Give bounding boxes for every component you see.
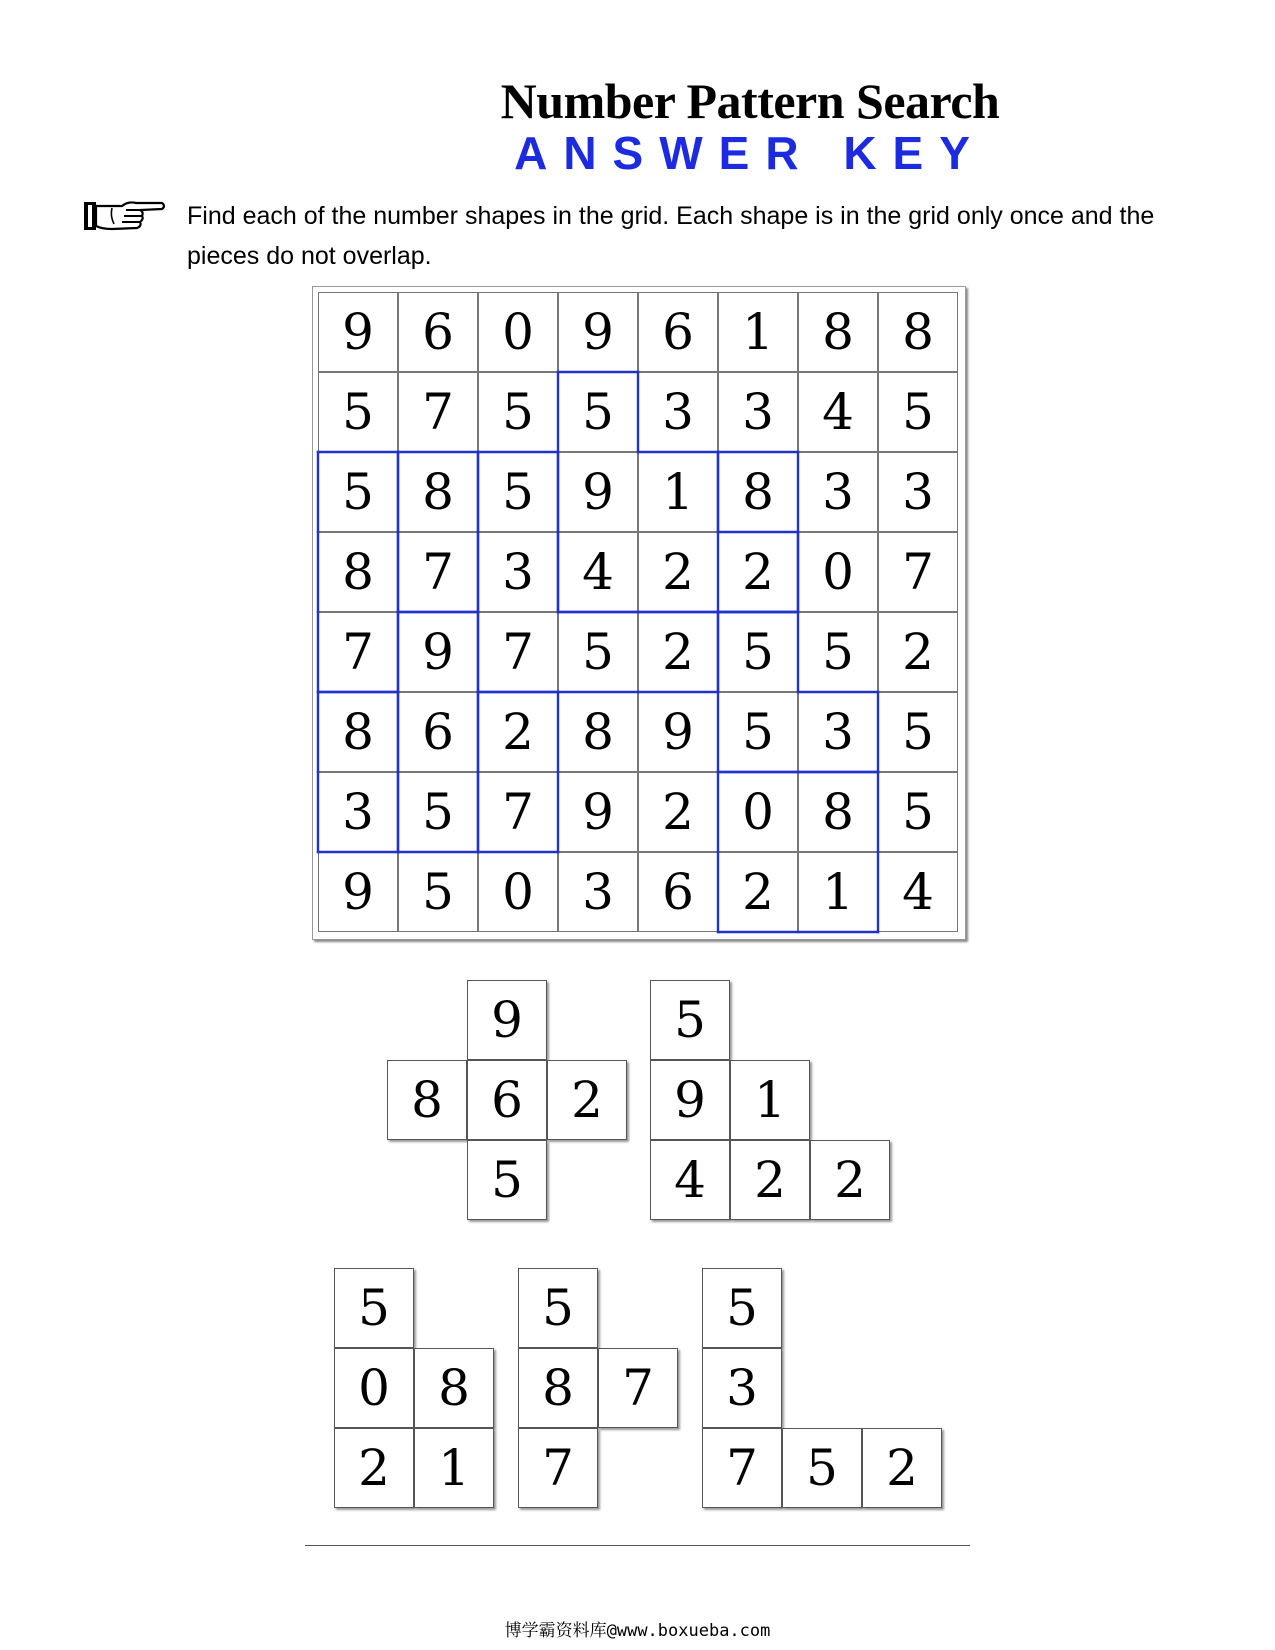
grid-cell: 7: [318, 612, 398, 692]
piece-cell: 2: [730, 1140, 810, 1220]
grid-cell: 3: [318, 772, 398, 852]
grid-cell: 1: [718, 292, 798, 372]
grid-cell: 5: [878, 772, 958, 852]
grid-cell: 2: [878, 612, 958, 692]
grid-cell: 0: [798, 532, 878, 612]
grid-cell: 9: [558, 772, 638, 852]
grid-cell: 9: [318, 852, 398, 932]
grid-cell: 6: [638, 852, 718, 932]
grid-cell: 9: [558, 452, 638, 532]
piece-cell: 7: [518, 1428, 598, 1508]
piece-cell: 5: [467, 1140, 547, 1220]
grid-cell: 8: [318, 532, 398, 612]
grid-cell: 7: [398, 372, 478, 452]
piece-cell: 7: [702, 1428, 782, 1508]
grid-cell: 8: [318, 692, 398, 772]
grid-cell: 5: [798, 612, 878, 692]
bottom-divider: [305, 1545, 970, 1546]
grid-cell: 5: [478, 372, 558, 452]
grid-cell: 3: [638, 372, 718, 452]
grid-cell: 7: [478, 772, 558, 852]
grid-cell: 9: [638, 692, 718, 772]
grid-cell: 5: [318, 452, 398, 532]
grid-cell: 2: [718, 852, 798, 932]
grid-cell: 5: [718, 612, 798, 692]
piece-cell: 4: [650, 1140, 730, 1220]
piece-cell: 0: [334, 1348, 414, 1428]
grid-cell: 4: [798, 372, 878, 452]
grid-cell: 3: [718, 372, 798, 452]
grid-cell: 5: [878, 692, 958, 772]
piece-cell: 5: [334, 1268, 414, 1348]
grid-cell: 6: [398, 292, 478, 372]
grid-cell: 5: [558, 372, 638, 452]
piece-cell: 6: [467, 1060, 547, 1140]
grid-cell: 5: [478, 452, 558, 532]
piece-cell: 2: [862, 1428, 942, 1508]
grid-cell: 8: [718, 452, 798, 532]
answer-region-outline: [398, 612, 478, 852]
piece-cell: 8: [387, 1060, 467, 1140]
grid-cell: 8: [798, 772, 878, 852]
piece-cell: 8: [518, 1348, 598, 1428]
grid-cell: 8: [878, 292, 958, 372]
grid-cell: 6: [398, 692, 478, 772]
piece-cell: 5: [518, 1268, 598, 1348]
piece-cell: 9: [650, 1060, 730, 1140]
grid-cell: 8: [398, 452, 478, 532]
grid-cell: 0: [478, 292, 558, 372]
grid-cell: 3: [558, 852, 638, 932]
answer-region-outline: [718, 772, 878, 932]
grid-cell: 5: [318, 372, 398, 452]
answer-region-outline: [478, 452, 718, 692]
grid-cell: 3: [478, 532, 558, 612]
answer-region-outline: [558, 372, 798, 612]
grid-cell: 8: [798, 292, 878, 372]
grid-cell: 4: [878, 852, 958, 932]
piece-cell: 5: [650, 980, 730, 1060]
grid-cell: 2: [478, 692, 558, 772]
grid-cell: 3: [798, 692, 878, 772]
piece-cell: 7: [598, 1348, 678, 1428]
grid-cell: 7: [478, 612, 558, 692]
grid-cell: 7: [878, 532, 958, 612]
footer-watermark: 博学霸资料库@www.boxueba.com: [504, 1621, 771, 1641]
page-title: Number Pattern Search: [500, 73, 1000, 129]
grid-cell: 5: [718, 692, 798, 772]
answer-region-outline: [318, 452, 398, 692]
grid-cell: 5: [558, 612, 638, 692]
grid-cell: 1: [638, 452, 718, 532]
piece-cell: 2: [334, 1428, 414, 1508]
grid-cell: 2: [638, 612, 718, 692]
piece-cell: 1: [414, 1428, 494, 1508]
grid-cell: 8: [558, 692, 638, 772]
answer-region-outline: [718, 612, 878, 772]
piece-cell: 5: [702, 1268, 782, 1348]
grid-cell: 6: [638, 292, 718, 372]
answer-region-outline: [318, 692, 398, 852]
grid-cell: 3: [878, 452, 958, 532]
grid-cell: 5: [398, 772, 478, 852]
answer-region-outline: [398, 452, 478, 612]
answer-key-heading: ANSWER KEY: [514, 127, 986, 179]
grid-cell: 0: [478, 852, 558, 932]
grid-cell: 1: [798, 852, 878, 932]
grid-cell: 9: [558, 292, 638, 372]
piece-cell: 2: [810, 1140, 890, 1220]
grid-cell: 9: [318, 292, 398, 372]
grid-cell: 9: [398, 612, 478, 692]
answer-region-outline: [478, 692, 558, 852]
piece-cell: 2: [547, 1060, 627, 1140]
piece-cell: 8: [414, 1348, 494, 1428]
grid-cell: 7: [398, 532, 478, 612]
piece-cell: 1: [730, 1060, 810, 1140]
grid-cell: 3: [798, 452, 878, 532]
grid-cell: 5: [398, 852, 478, 932]
instructions-text: Find each of the number shapes in the grid. Each shape is in the grid only once and the pieces do not overlap.: [187, 202, 1155, 270]
grid-cell: 2: [718, 532, 798, 612]
grid-cell: 2: [638, 532, 718, 612]
piece-cell: 9: [467, 980, 547, 1060]
grid-cell: 2: [638, 772, 718, 852]
piece-cell: 5: [782, 1428, 862, 1508]
grid-cell: 5: [878, 372, 958, 452]
grid-cell: 0: [718, 772, 798, 852]
piece-cell: 3: [702, 1348, 782, 1428]
grid-cell: 4: [558, 532, 638, 612]
